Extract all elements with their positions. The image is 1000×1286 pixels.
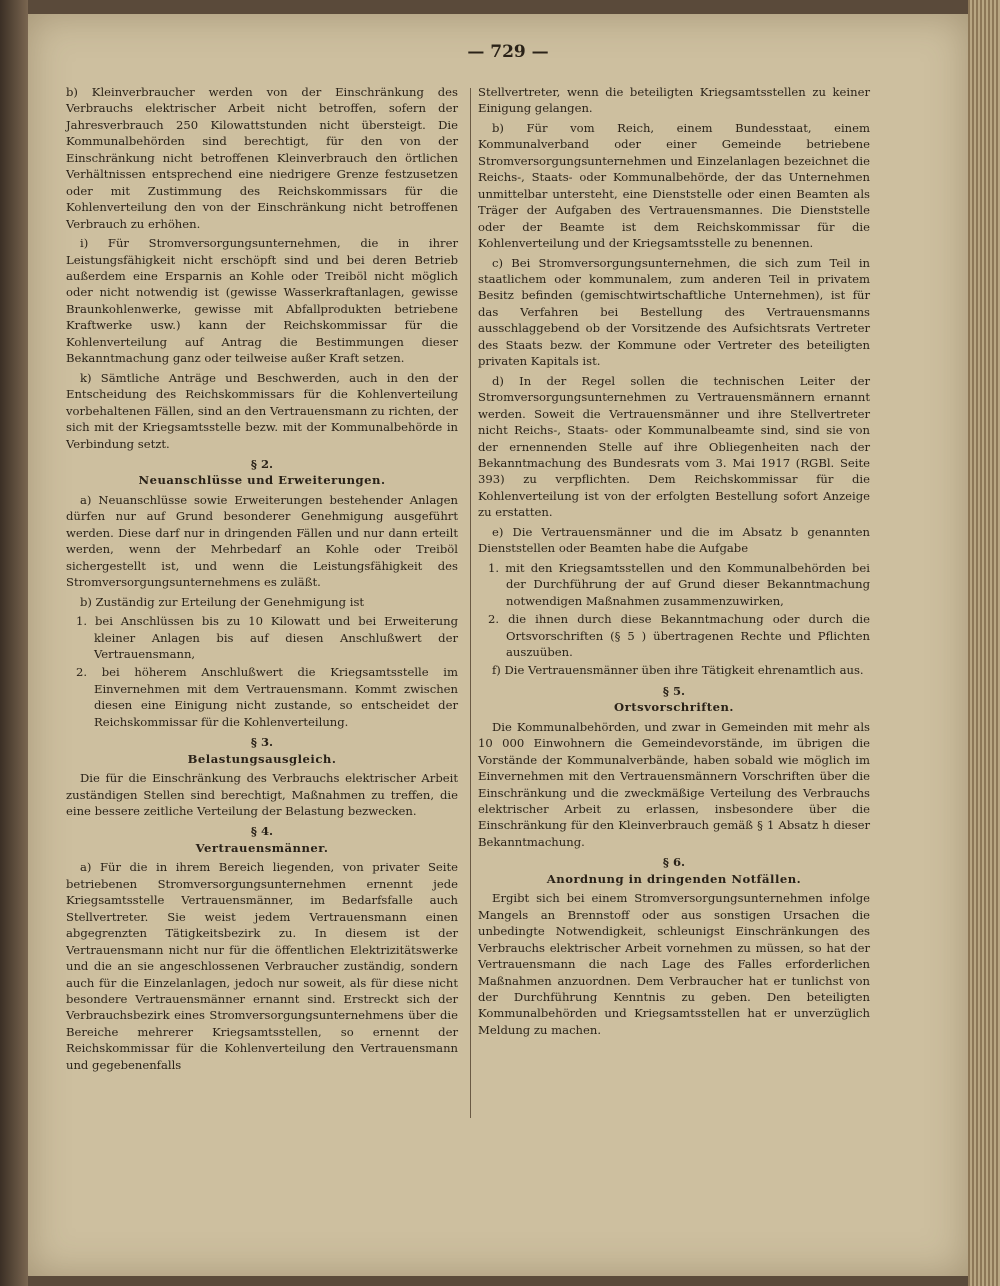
paragraph-5: Die Kommunalbehörden, und zwar in Gemeinden mit mehr als 10 000 Einwohnern die Gemeindevorstände, im übrigen die Vorstände der Kommunalverbände, haben sobald wie möglich im Einvernehmen mit den Vertrauensmännern Vorschriften über die Einschränkung und die zweckmäßige Verteilung des Verbrauchs elektrischer Arbeit zu erlassen, insbesondere über die Einschränkung für den Kleinverbrauch gemäß § 1 Absatz h dieser Bekanntmachung. xyxy=(478,719,870,849)
column-divider xyxy=(470,88,471,1118)
section-6-heading: § 6. xyxy=(662,855,686,870)
section-5-heading: § 5. xyxy=(662,683,686,698)
paragraph-4a-continued: Stellvertreter, wenn die beteiligten Kriegsamtsstellen zu keiner Einigung gelangen. xyxy=(478,85,870,116)
section-6-title: Anordnung in dringenden Notfällen. xyxy=(546,871,802,886)
right-column xyxy=(478,84,870,1041)
section-3-heading: § 3. xyxy=(250,735,274,750)
page-number: — 729 — xyxy=(467,42,549,62)
list-item-2b-1: 1. bei Anschlüssen bis zu 10 Kilowatt und bei Erweiterung kleiner Anlagen bis auf diesen Anschlußwert der Vertrauensmann, xyxy=(76,614,458,661)
list-item-4e-1: 1. mit den Kriegsamtsstellen und den Kommunalbehörden bei der Durchführung der auf Grund dieser Bekanntmachung notwendigen Maßnahmen zusammenzuwirken, xyxy=(488,560,870,608)
document-page xyxy=(28,14,968,1276)
book-binding-edge xyxy=(0,0,28,1286)
list-item-4e-2: 2. die ihnen durch diese Bekanntmachung oder durch die Ortsvorschriften (§ 5 ) übertragenen Rechte und Pflichten auszuüben. xyxy=(488,612,870,659)
paragraph-4e: e) Die Vertrauensmänner und die im Absatz b genannten Dienststellen oder Beamten habe die Aufgabe xyxy=(478,524,870,556)
paragraph-3: Die für die Einschränkung des Verbrauchs elektrischer Arbeit zuständigen Stellen sind berechtigt, Maßnahmen zu treffen, die eine bessere zeitliche Verteilung der Belastung bezwecken. xyxy=(66,771,458,819)
section-3-title: Belastungsausgleich. xyxy=(187,751,337,766)
book-page-stack xyxy=(968,0,1000,1286)
section-5-title: Ortsvorschriften. xyxy=(614,700,734,715)
section-2-heading: § 2. xyxy=(250,456,274,471)
paragraph-2a: a) Neuanschlüsse sowie Erweiterungen bestehender Anlagen dürfen nur auf Grund besonderer Genehmigung ausgeführt werden. Diese darf nur in dringenden Fällen und nur dann erteilt werden, wenn der Mehrbedarf an Kohle oder Treiböl sichergestellt ist, und wenn die Leistungsfähigkeit des Stromversorgungsunternehmens es zuläßt. xyxy=(66,492,458,590)
left-column xyxy=(66,84,458,1076)
paragraph-4c: c) Bei Stromversorgungsunternehmen, die sich zum Teil in staatlichem oder kommunalem, zum anderen Teil in privatem Besitz befinden (gemischtwirtschaftliche Unternehmen), ist für das Verfahren bei Bestellung des Vertrauensmanns ausschlaggebend ob der Vorsitzende des Aufsichtsrats Vertreter des Staats bezw. der Kommune oder Vertreter des beteiligten privaten Kapitals ist. xyxy=(478,255,870,369)
paragraph-6: Ergibt sich bei einem Stromversorgungsunternehmen infolge Mangels an Brennstoff oder aus sonstigen Ursachen die unbedingte Notwendigkeit, schleunigst Einschränkungen des Verbrauchs elektrischer Arbeit vornehmen zu müssen, so hat der Vertrauensmann die nach Lage des Falles erforderlichen Maßnahmen anzuordnen. Dem Verbraucher hat er tunlichst von der Durchführung Kenntnis zu geben. Den beteiligten Kommunalbehörden und Kriegsamtsstellen hat er unverzüglich Meldung zu machen. xyxy=(478,891,870,1037)
paragraph-4b: b) Für vom Reich, einem Bundesstaat, einem Kommunalverband oder einer Gemeinde betriebene Stromversorgungsunternehmen und Einzelanlagen bezeichnet die Reichs-, Staats- oder Kommunalbehörde, der das Unternehmen unmittelbar untersteht, eine Dienststelle oder einen Beamten als Träger der Aufgaben des Vertrauensmannes. Die Dienststelle oder der Beamte ist dem Reichskommissar für die Kohlenverteilung und der Kriegsamtsstelle zu benennen. xyxy=(478,120,870,251)
paragraph-2b: b) Zuständig zur Erteilung der Genehmigung ist xyxy=(80,594,365,609)
section-4-title: Vertrauensmänner. xyxy=(195,840,329,855)
section-2-title: Neuanschlüsse und Erweiterungen. xyxy=(138,473,386,488)
paragraph-i: i) Für Stromversorgungsunternehmen, die in ihrer Leistungsfähigkeit nicht erschöpft sind und bei deren Betrieb außerdem eine Ersparnis an Kohle oder Treiböl nicht möglich oder nicht notwendig ist (gewisse Wasserkraftanlagen, gewisse Braunkohlenwerke, gewisse mit Abfallprodukten betriebene Kraftwerke usw.) kann der Reichskommissar für die Kohlenverteilung auf Antrag die Bestimmungen dieser Bekanntmachung ganz oder teilweise außer Kraft setzen. xyxy=(66,236,458,366)
paragraph-4a: a) Für die in ihrem Bereich liegenden, von privater Seite betriebenen Stromversorgungsunternehmen ernennt jede Kriegsamtsstelle Vertrauensmänner, im Bedarfsfalle auch Stellvertreter. Sie weist jedem Vertrauensmann einen abgegrenzten Tätigkeitsbezirk zu. In diesem ist der Vertrauensmann nicht nur für die öffentlichen Elektrizitätswerke und die an sie angeschlossenen Verbraucher zuständig, sondern auch für die Einzelanlagen, jedoch nur soweit, als für diese nicht besondere Vertrauensmänner ernannt sind. Erstreckt sich der Verbrauchsbezirk eines Stromversorgungsunternehmens über die Bereiche mehrerer Kriegsamtsstellen, so ernennt der Reichskommissar für die Kohlenverteilung den Vertrauensmann und gegebenenfalls xyxy=(66,860,458,1072)
list-item-2b-2: 2. bei höherem Anschlußwert die Kriegsamtsstelle im Einvernehmen mit dem Vertrauensmann. Kommt zwischen diesen eine Einigung nicht zustande, so entscheidet der Reichskommissar für die Kohlenverteilung. xyxy=(76,665,458,729)
paragraph-k: k) Sämtliche Anträge und Beschwerden, auch in den der Entscheidung des Reichskommissars für die Kohlenverteilung vorbehaltenen Fällen, sind an den Vertrauensmann zu richten, der sich mit der Kriegsamtsstelle bezw. mit der Kommunalbehörde in Verbindung setzt. xyxy=(66,370,458,451)
paragraph-4d: d) In der Regel sollen die technischen Leiter der Stromversorgungsunternehmen zu Vertrauensmännern ernannt werden. Soweit die Vertrauensmänner und ihre Stellvertreter nicht Reichs-, Staats- oder Kommunalbeamte sind, sind sie von der ernennenden Stelle auf ihre Obliegenheiten nach der Bekanntmachung des Bundesrats vom 3. Mai 1917 (RGBl. Seite 393) zu verpflichten. Dem Reichskommissar für die Kohlenverteilung ist von der erfolgten Bestellung sofort Anzeige zu erstatten. xyxy=(478,373,870,520)
paragraph-4f: f) Die Vertrauensmänner üben ihre Tätigkeit ehrenamtlich aus. xyxy=(492,663,864,678)
section-4-heading: § 4. xyxy=(250,824,274,839)
paragraph-b: b) Kleinverbraucher werden von der Einschränkung des Verbrauchs elektrischer Arbeit nicht betroffen, sofern der Jahresverbrauch 250 Kilowattstunden nicht übersteigt. Die Kommunalbehörden sind berechtigt, für den von der Einschränkung nicht betroffenen Kleinverbrauch den örtlichen Verhältnissen entsprechend eine niedrigere Grenze festzusetzen oder mit Zustimmung des Reichskommissars für die Kohlenverteilung den von der Einschränkung nicht betroffenen Verbrauch zu erhöhen. xyxy=(66,85,458,231)
